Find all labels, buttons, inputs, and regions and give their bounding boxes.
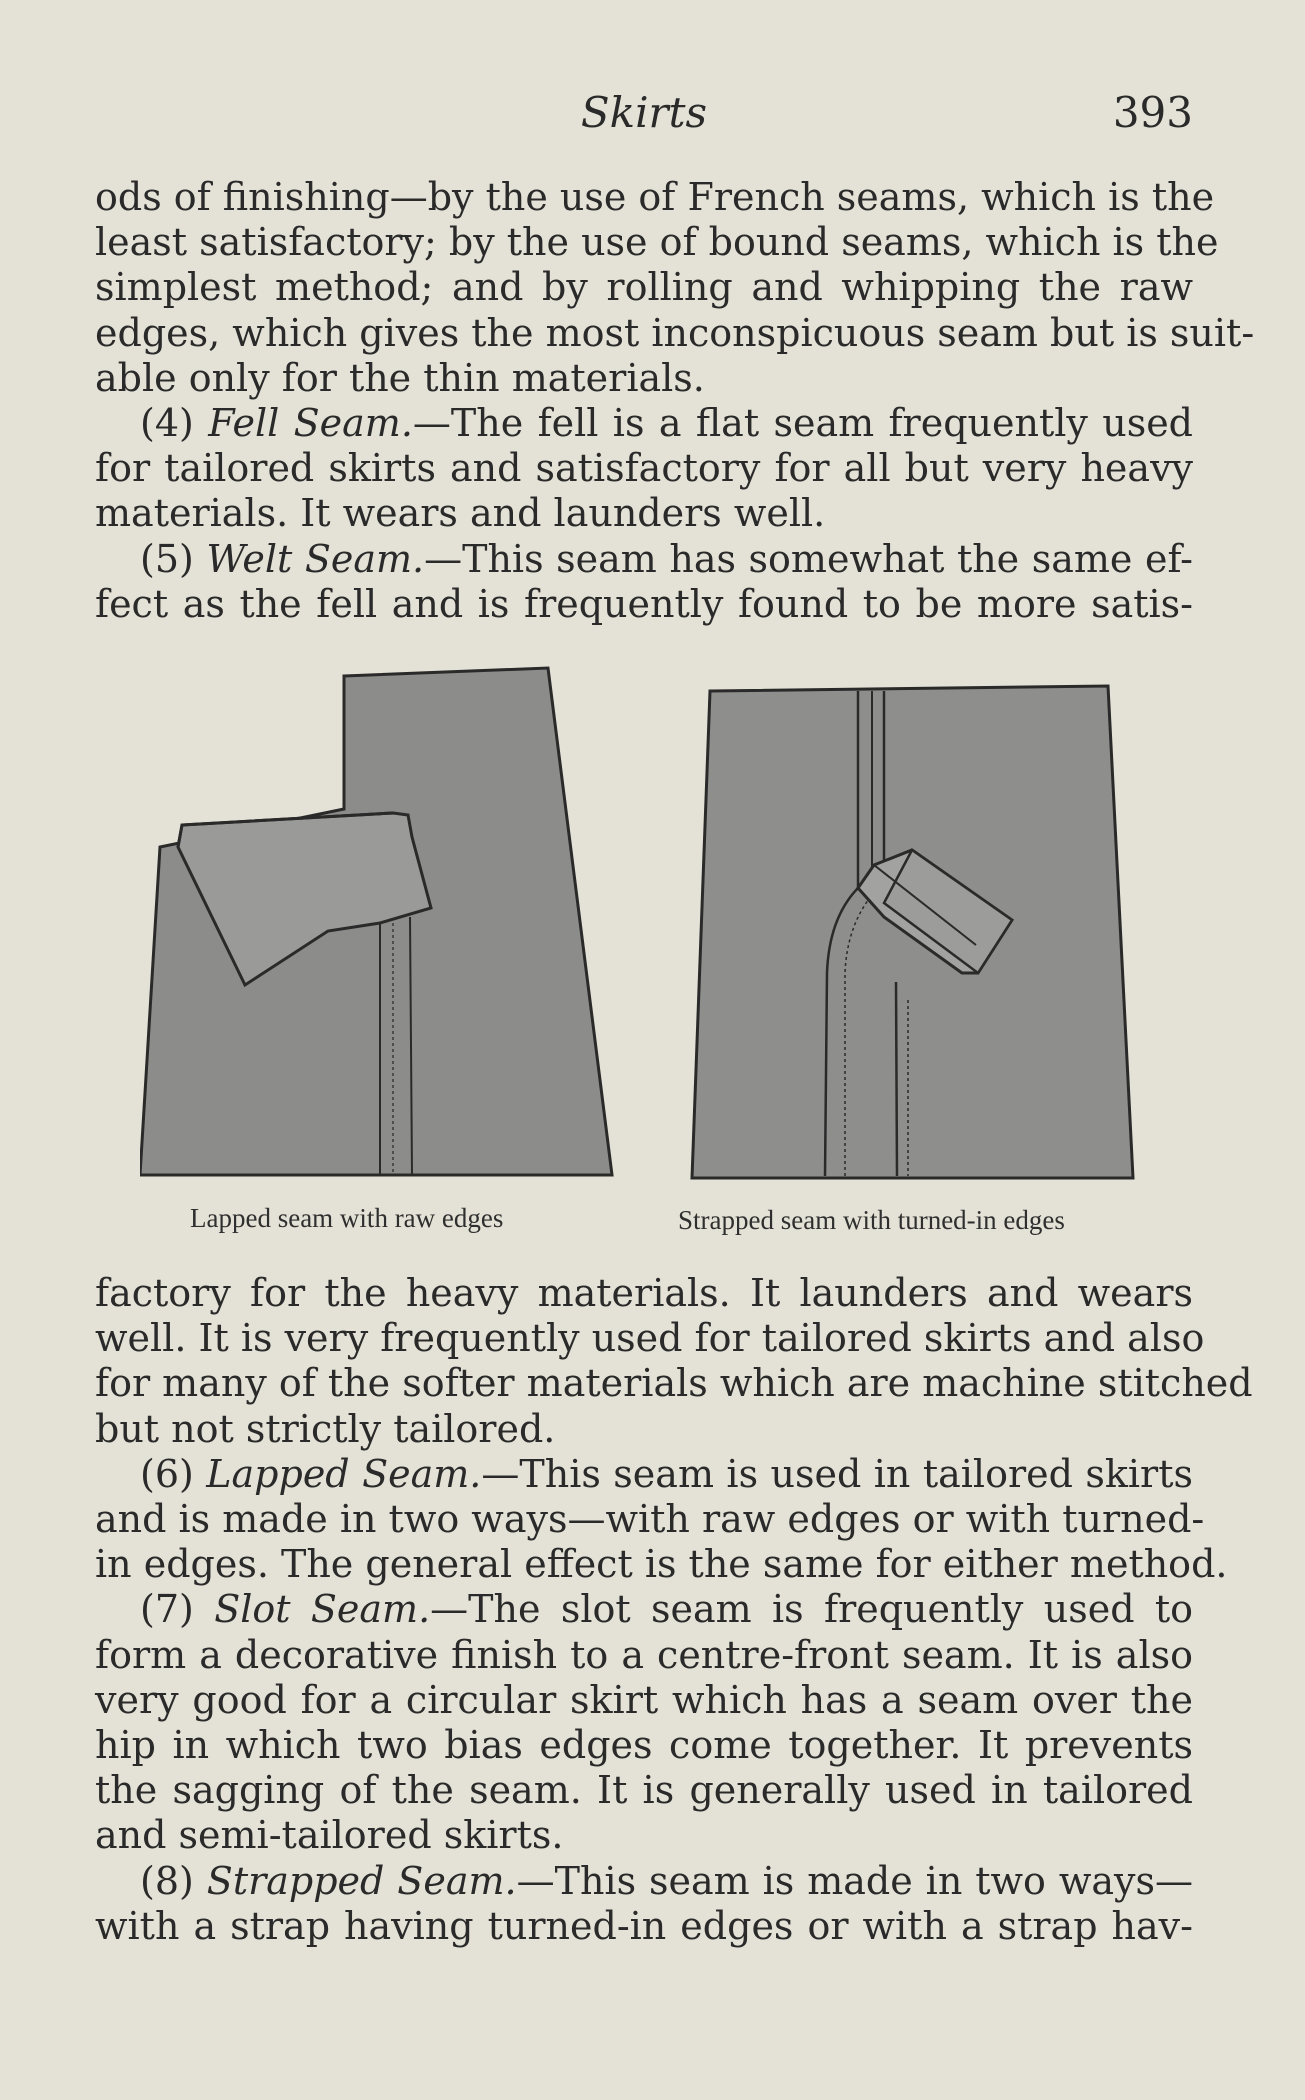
text-line: the sagging of the seam. It is generally used in tailored bbox=[95, 1768, 1193, 1813]
paragraph-finishing bbox=[95, 175, 1255, 401]
item-title: Strapped Seam. bbox=[206, 1858, 517, 1903]
strapped-seam-illustration bbox=[670, 655, 1150, 1185]
text-line: with a strap having turned-in edges or with a strap hav- bbox=[95, 1903, 1193, 1948]
text-line: very good for a circular skirt which has a seam over the bbox=[95, 1677, 1193, 1722]
text-line: materials. It wears and launders well. bbox=[95, 491, 826, 536]
text-line: able only for the thin materials. bbox=[95, 355, 705, 400]
paragraph-welt-seam bbox=[95, 537, 1193, 627]
text-line: factory for the heavy materials. It launders and wears bbox=[95, 1271, 1193, 1315]
item-text: —This seam is used in tailored skirts bbox=[481, 1451, 1193, 1496]
text-line: hip in which two bias edges come together. It prevents bbox=[95, 1723, 1193, 1768]
paragraph-slot-seam bbox=[95, 1587, 1193, 1858]
text-line bbox=[95, 1587, 1193, 1632]
text-line: fect as the fell and is frequently found to be more satis- bbox=[95, 581, 1193, 626]
item-title: Fell Seam. bbox=[208, 401, 413, 446]
text-line: ods of finishing—by the use of French seams, which is the bbox=[95, 175, 1215, 219]
lapped-seam-drawing bbox=[140, 655, 620, 1185]
item-number: (6) bbox=[140, 1451, 207, 1496]
item-text: —The slot seam is frequently used to bbox=[430, 1587, 1194, 1632]
text-line: well. It is very frequently used for tailored skirts and also bbox=[95, 1316, 1205, 1361]
item-title: Slot Seam. bbox=[214, 1587, 431, 1632]
text-line bbox=[95, 1859, 1193, 1904]
paragraph-lapped-seam bbox=[95, 1451, 1228, 1588]
figure-caption-strapped: Strapped seam with turned-in edges bbox=[678, 1205, 1065, 1235]
text-line: simplest method; and by rolling and whipping the raw bbox=[95, 265, 1193, 310]
item-number: (5) bbox=[140, 536, 207, 581]
text-line: but not strictly tailored. bbox=[95, 1406, 556, 1451]
paragraph-strapped-seam bbox=[95, 1859, 1193, 1949]
text-block-top bbox=[95, 175, 1255, 627]
item-title: Welt Seam. bbox=[206, 536, 425, 581]
text-line: and is made in two ways—with raw edges or with turned- bbox=[95, 1497, 1205, 1542]
text-line: for tailored skirts and satisfactory for all but very heavy bbox=[95, 446, 1193, 491]
text-line: for many of the softer materials which are machine stitched bbox=[95, 1361, 1253, 1406]
paragraph-fell-seam bbox=[95, 401, 1193, 537]
running-head: Skirts bbox=[580, 88, 708, 137]
text-line bbox=[95, 401, 1193, 446]
text-line: in edges. The general effect is the same for either method. bbox=[95, 1542, 1228, 1587]
text-line bbox=[95, 537, 1193, 582]
text-line: and semi-tailored skirts. bbox=[95, 1813, 564, 1858]
strapped-seam-drawing bbox=[670, 655, 1150, 1185]
text-line: least satisfactory; by the use of bound seams, which is the bbox=[95, 220, 1219, 265]
figure-caption-lapped: Lapped seam with raw edges bbox=[190, 1203, 504, 1233]
item-number: (7) bbox=[140, 1587, 215, 1632]
text-block-bottom bbox=[95, 1271, 1253, 1949]
text-line bbox=[95, 1452, 1193, 1497]
page-header bbox=[95, 88, 1193, 148]
item-text: —This seam has somewhat the same ef- bbox=[424, 536, 1193, 581]
item-title: Lapped Seam. bbox=[206, 1451, 482, 1496]
figures-row bbox=[140, 655, 1150, 1245]
item-text: —This seam is made in two ways— bbox=[516, 1858, 1194, 1903]
text-line: edges, which gives the most inconspicuous seam but is suit- bbox=[95, 310, 1255, 355]
text-line: form a decorative finish to a centre-front seam. It is also bbox=[95, 1632, 1193, 1677]
lapped-seam-illustration bbox=[140, 655, 620, 1185]
page-number: 393 bbox=[1112, 88, 1193, 137]
item-text: —The fell is a flat seam frequently used bbox=[412, 401, 1194, 446]
item-number: (4) bbox=[140, 401, 209, 446]
item-number: (8) bbox=[140, 1858, 207, 1903]
paragraph-welt-continued bbox=[95, 1271, 1253, 1452]
